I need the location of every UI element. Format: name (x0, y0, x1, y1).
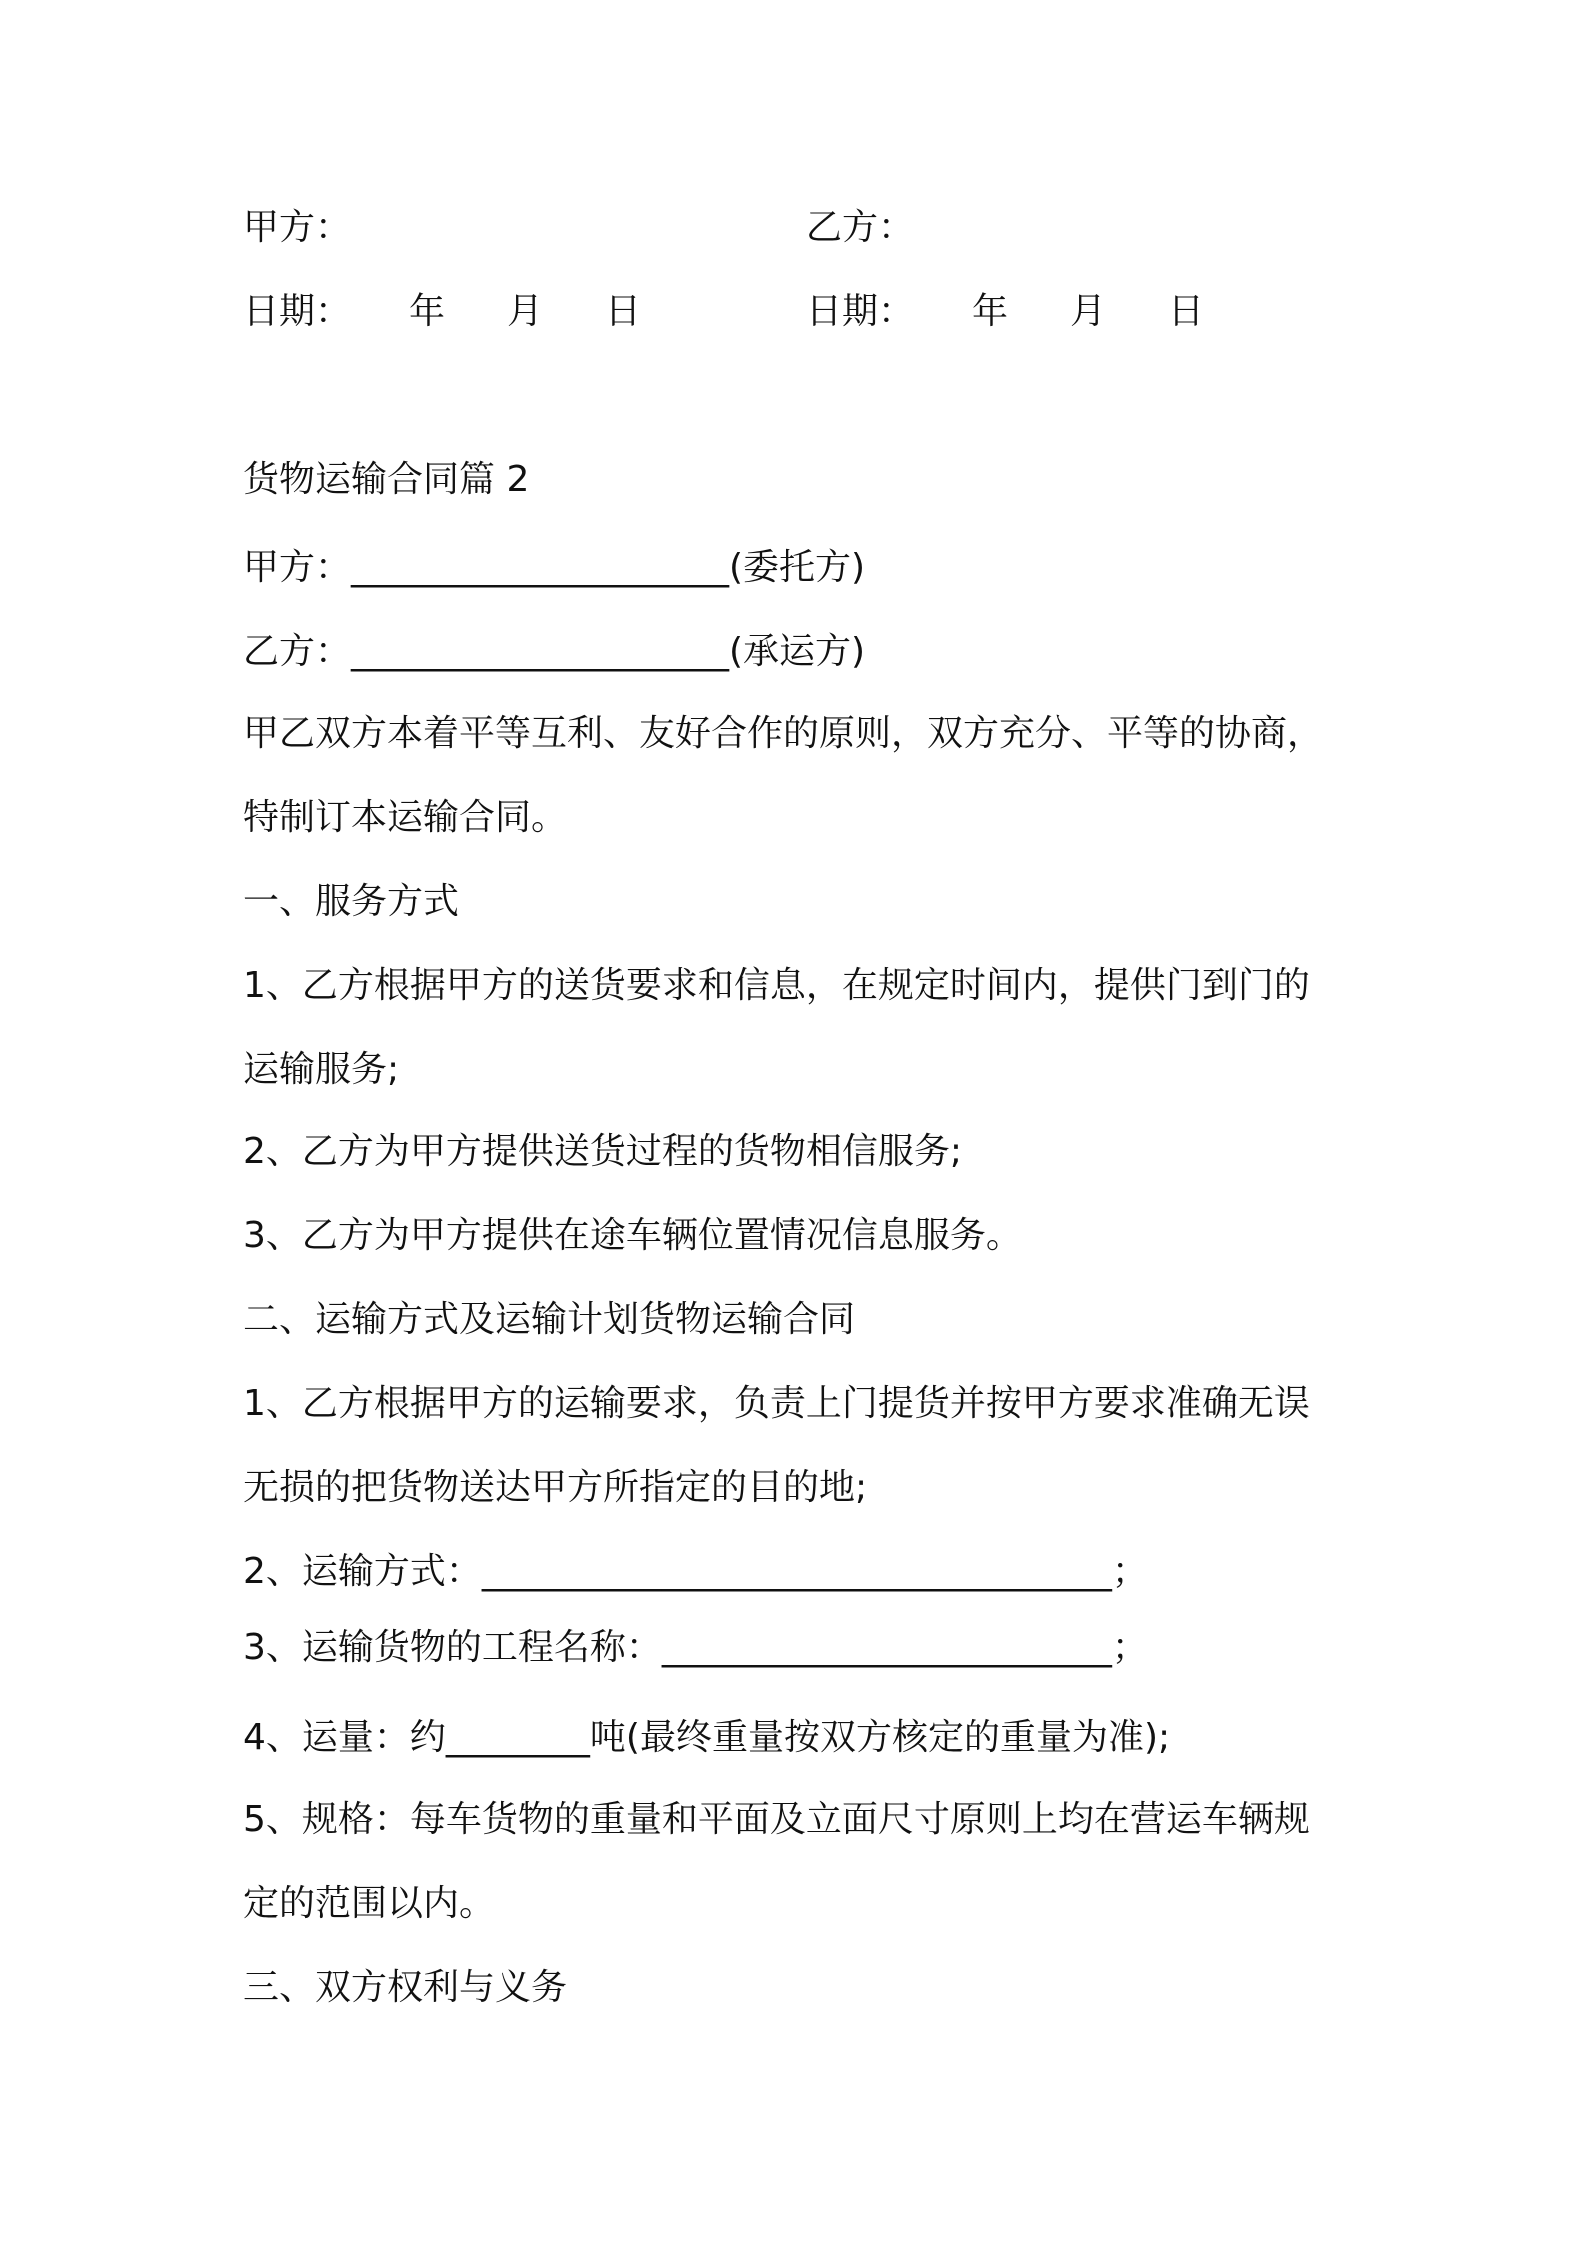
party-a-line: 甲方：_____________________(委托方) (243, 547, 866, 588)
section-2-item-2: 2、运输方式：___________________________________； (243, 1551, 1148, 1592)
date-day: 日 (605, 291, 642, 332)
section-2-item-4: 4、运量：约________吨(最终重量按双方核定的重量为准); (243, 1717, 1171, 1758)
section-1-item-1-line-1: 1、乙方根据甲方的送货要求和信息，在规定时间内，提供门到门的 (243, 965, 1310, 1006)
section-2-item-5-line-1: 5、规格：每车货物的重量和平面及立面尺寸原则上均在营运车辆规 (243, 1799, 1310, 1840)
section-1-item-1-line-2: 运输服务; (243, 1049, 400, 1090)
section-2-item-1-line-1: 1、乙方根据甲方的运输要求，负责上门提货并按甲方要求准确无误 (243, 1383, 1310, 1424)
date-month: 月 (507, 291, 544, 332)
party-b-line: 乙方：_____________________(承运方) (243, 631, 866, 672)
date-label: 日期： (806, 291, 915, 332)
intro-line-2: 特制订本运输合同。 (243, 797, 568, 838)
date-day: 日 (1168, 291, 1205, 332)
section-2-heading: 二、运输方式及运输计划货物运输合同 (243, 1299, 856, 1340)
section-2-item-5-line-2: 定的范围以内。 (243, 1883, 496, 1924)
signature-party-b: 乙方： (806, 207, 915, 248)
date-month: 月 (1070, 291, 1107, 332)
date-year: 年 (409, 291, 446, 332)
signature-party-a: 甲方： (243, 207, 352, 248)
section-2-item-3: 3、运输货物的工程名称：_________________________； (243, 1627, 1148, 1668)
signature-date-b (806, 290, 1204, 334)
date-label: 日期： (243, 291, 352, 332)
section-1-item-2: 2、乙方为甲方提供送货过程的货物相信服务; (243, 1131, 963, 1172)
section-3-heading: 三、双方权利与义务 (243, 1967, 568, 2008)
section-2-item-1-line-2: 无损的把货物送达甲方所指定的目的地; (243, 1467, 868, 1508)
date-year: 年 (972, 291, 1009, 332)
section-1-item-3: 3、乙方为甲方提供在途车辆位置情况信息服务。 (243, 1215, 1022, 1256)
section-1-heading: 一、服务方式 (243, 881, 460, 922)
intro-line-1: 甲乙双方本着平等互利、友好合作的原则，双方充分、平等的协商， (243, 713, 1324, 754)
contract-title: 货物运输合同篇 2 (243, 459, 530, 500)
signature-date-a (243, 290, 641, 334)
